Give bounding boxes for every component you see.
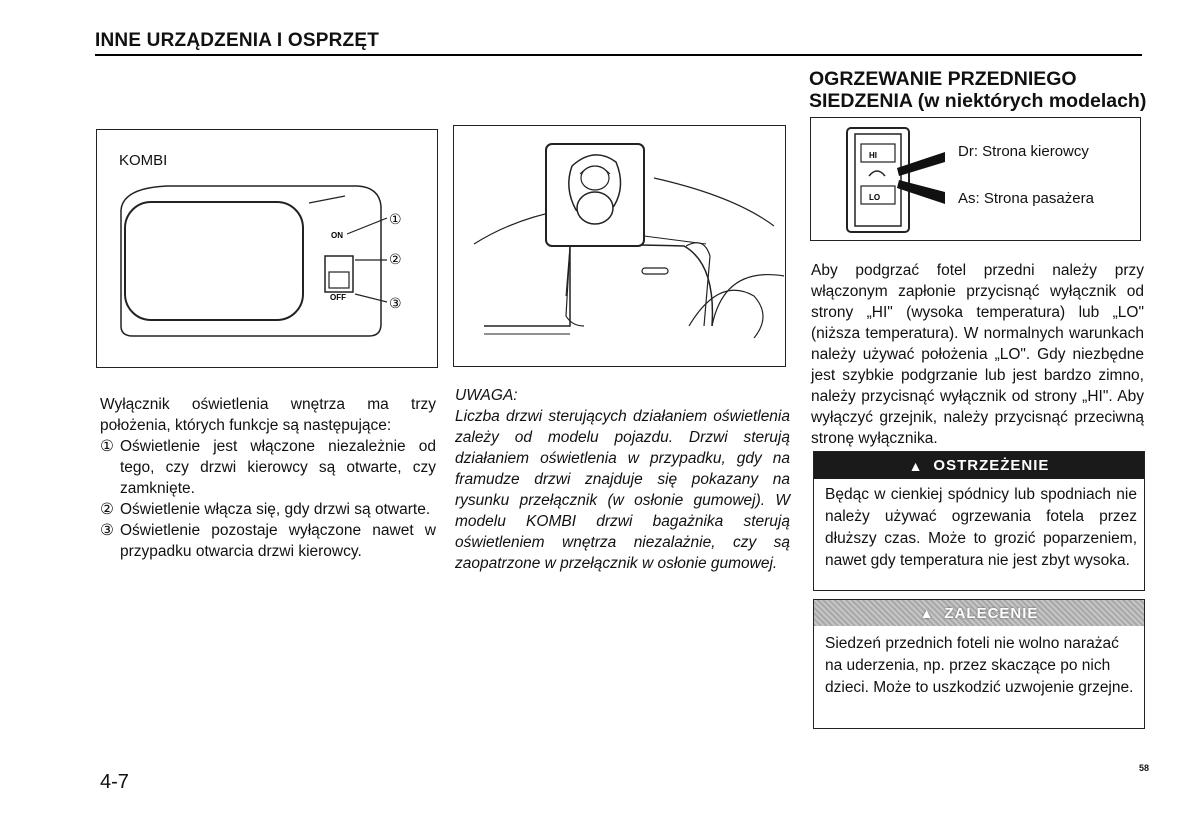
callout-2: ② bbox=[389, 252, 402, 268]
caution-box bbox=[813, 599, 1145, 729]
figure-door-jamb-switch bbox=[453, 125, 786, 367]
section-title bbox=[809, 68, 1146, 112]
caution-triangle-icon: ▲ bbox=[919, 605, 935, 621]
callout-1: ① bbox=[389, 212, 402, 228]
door-switch-drawing bbox=[454, 126, 785, 366]
item-text: Oświetlenie jest włączone niezależnie od tego, czy drzwi kierowcy są otwarte, czy zamknięte. bbox=[120, 438, 436, 497]
page-code: 58 bbox=[1139, 763, 1150, 773]
list-item bbox=[100, 436, 436, 499]
item-number: ② bbox=[100, 501, 114, 518]
figure-label: KOMBI bbox=[119, 152, 168, 169]
caution-text: Siedzeń przednich foteli nie wolno narażać na uderzenia, np. przez skaczące po nich dzieci. Może to uszkodzić uzwojenie grzejne. bbox=[825, 635, 1134, 696]
list-item bbox=[100, 499, 436, 520]
page-header-title: INNE URZĄDZENIA I OSPRZĘT bbox=[95, 30, 380, 51]
list-item bbox=[100, 520, 436, 562]
figure-interior-light-switch bbox=[96, 129, 438, 368]
switch-lo-text: LO bbox=[869, 193, 881, 202]
section-title-line: OGRZEWANIE PRZEDNIEGO bbox=[809, 68, 1077, 90]
page-number: 4-7 bbox=[100, 771, 129, 793]
switch-hi-text: HI bbox=[869, 151, 877, 160]
note-text: Liczba drzwi sterujących działaniem oświetlenia zależy od modelu pojazdu. Drzwi sterują działaniem oświetlenia w przypadku, gdy na framudze drzwi znajduje się pokazany na rysunku przełącznik (w osłonie gumowej). W modelu KOMBI drzwi bagażnika sterują oświetleniem wnętrza niezalażnie, czy są zaopatrzone w przełącznik w osłonie gumowej. bbox=[455, 408, 790, 572]
section-title-line: SIEDZENIA (w niektórych modelach) bbox=[809, 90, 1147, 112]
item-number: ① bbox=[100, 438, 114, 455]
driver-side-label: Dr: Strona kierowcy bbox=[958, 143, 1089, 160]
passenger-side-label: As: Strona pasażera bbox=[958, 190, 1094, 207]
warning-text: Będąc w cienkiej spódnicy lub spodniach nie należy używać ogrzewania fotela przez dłuższy czas. Może to grozić poparzeniem, nawet gdy temperatura nie jest zbyt wysoka. bbox=[825, 486, 1137, 569]
item-text: Oświetlenie pozostaje wyłączone nawet w przypadku otwarcia drzwi kierowcy. bbox=[120, 522, 436, 560]
note-section bbox=[455, 385, 790, 574]
interior-light-description bbox=[100, 394, 436, 562]
header-rule bbox=[95, 54, 1142, 56]
seat-heater-description: Aby podgrzać fotel przedni należy przy włączonym zapłonie przycisnąć wyłącznik od strony „HI" (wysoka temperatura) lub „LO" (niższa temperatura). W normalnych warunkach należy używać położenia „LO". Gdy niezbędne jest szybkie podgrzanie lub jest bardzo zimno, należy przycisnąć wyłącznik od strony „HI". Aby wyłączyć grzejnik, należy przycisnąć przeciwną stronę wyłącznika. bbox=[811, 262, 1144, 447]
warning-label: OSTRZEŻENIE bbox=[933, 457, 1050, 474]
warning-triangle-icon: ▲ bbox=[908, 457, 924, 474]
item-text: Oświetlenie włącza się, gdy drzwi są otwarte. bbox=[120, 501, 431, 518]
seat-heater-switch-drawing bbox=[811, 118, 1140, 240]
note-heading: UWAGA: bbox=[455, 387, 518, 404]
interior-lamp-drawing bbox=[97, 130, 437, 367]
caution-label: ZALECENIE bbox=[944, 604, 1039, 622]
item-number: ③ bbox=[100, 522, 114, 539]
figure-seat-heater-switch bbox=[810, 117, 1141, 241]
switch-on-text: ON bbox=[331, 231, 343, 240]
intro-paragraph: Wyłącznik oświetlenia wnętrza ma trzy położenia, których funkcje są następujące: bbox=[100, 396, 436, 434]
caution-header bbox=[814, 600, 1144, 626]
callout-3: ③ bbox=[389, 296, 402, 312]
switch-off-text: OFF bbox=[330, 293, 346, 302]
warning-header bbox=[814, 452, 1144, 479]
warning-box bbox=[813, 451, 1145, 591]
